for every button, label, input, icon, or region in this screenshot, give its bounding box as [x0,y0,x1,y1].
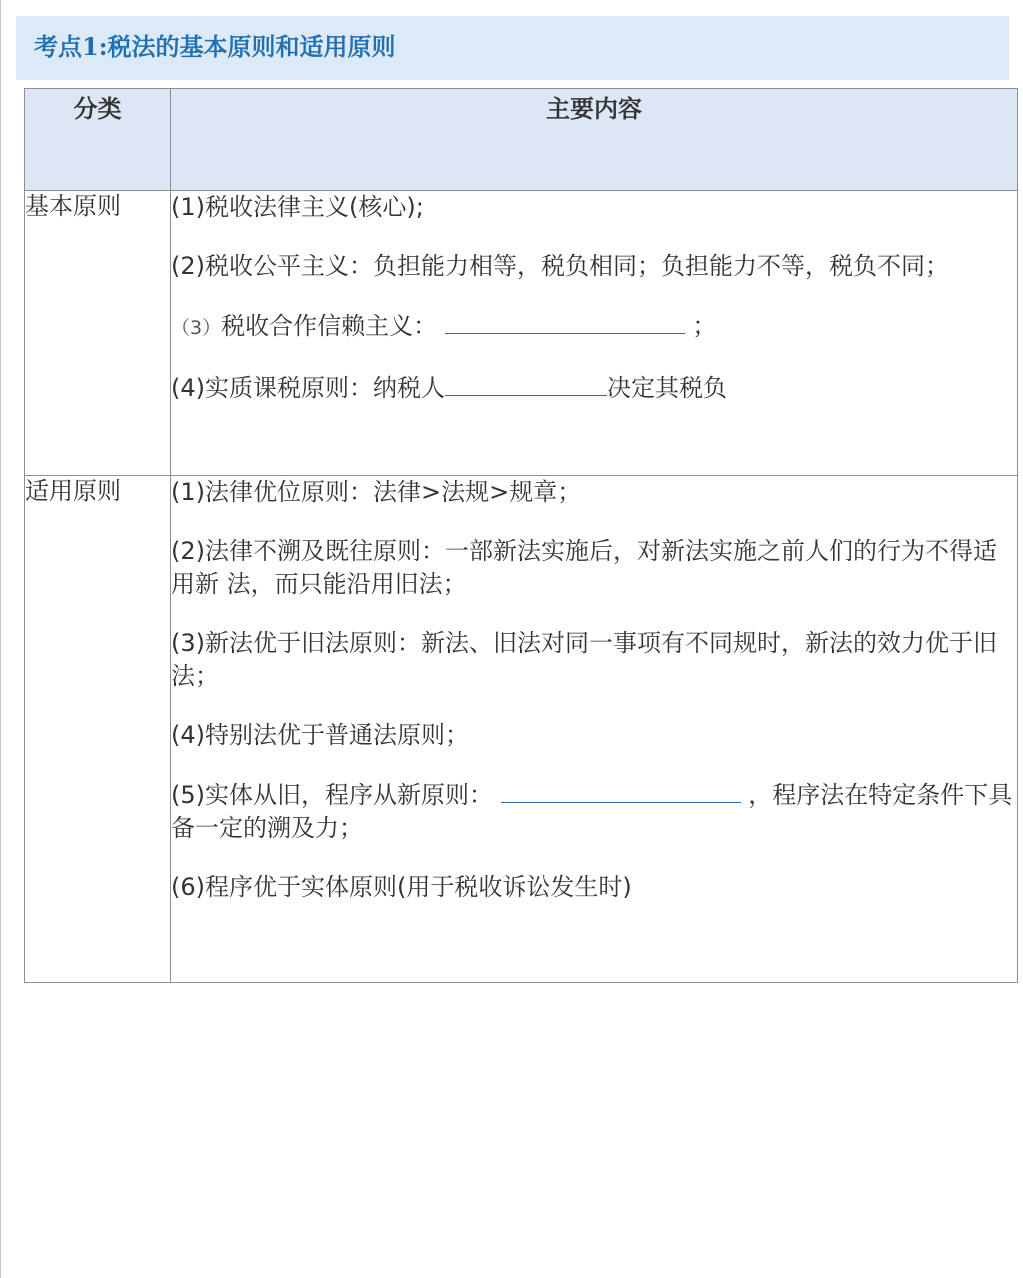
header-content: 主要内容 [171,89,1018,191]
category-cell: 适用原则 [25,476,171,983]
list-item: (2)法律不溯及既往原则：一部新法实施后，对新法实施之前人们的行为不得适用新 法，而只能沿用旧法； [171,537,997,598]
section-heading-bar [16,16,1009,80]
list-item: (2)税收公平主义：负担能力相等，税负相同；负担能力不等，税负不同； [171,252,949,280]
item-text: (5)实体从旧，程序从新原则： [171,781,493,809]
list-item [171,371,1017,405]
category-cell: 基本原则 [25,191,171,476]
item-text-suffix: 决定其税负 [607,374,727,402]
list-item: (6)程序优于实体原则(用于税收诉讼发生时) [171,873,632,901]
list-item [171,309,1017,345]
list-item [171,778,1017,845]
item-text: (4)实质课税原则：纳税人 [171,374,445,402]
list-item: (4)特别法优于普通法原则； [171,721,469,749]
list-item: (3)新法优于旧法原则：新法、旧法对同一事项有不同规时，新法的效力优于旧法； [171,629,997,690]
fill-in-blank [445,309,685,334]
content-cell [171,476,1018,983]
principles-table [24,88,1018,983]
list-item: (1)税收法律主义(核心); [171,193,424,221]
item-text: 税收合作信赖主义： [221,312,438,340]
section-heading: 考点1:税法的基本原则和适用原则 [34,32,396,61]
list-item: (1)法律优位原则：法律>法规>规章； [171,478,582,506]
table-row-applicable-principles [25,476,1018,983]
content-cell [171,191,1018,476]
header-category: 分类 [25,89,171,191]
table-header-row [25,89,1018,191]
item-text-suffix: ； [692,312,717,340]
fill-in-blank [501,778,741,803]
item-text-suffix: ，程序法在特定条件下具备一定的溯及力； [171,781,1013,842]
fill-in-blank [445,371,607,396]
table-row-basic-principles [25,191,1018,476]
item-number: （3） [171,317,222,339]
